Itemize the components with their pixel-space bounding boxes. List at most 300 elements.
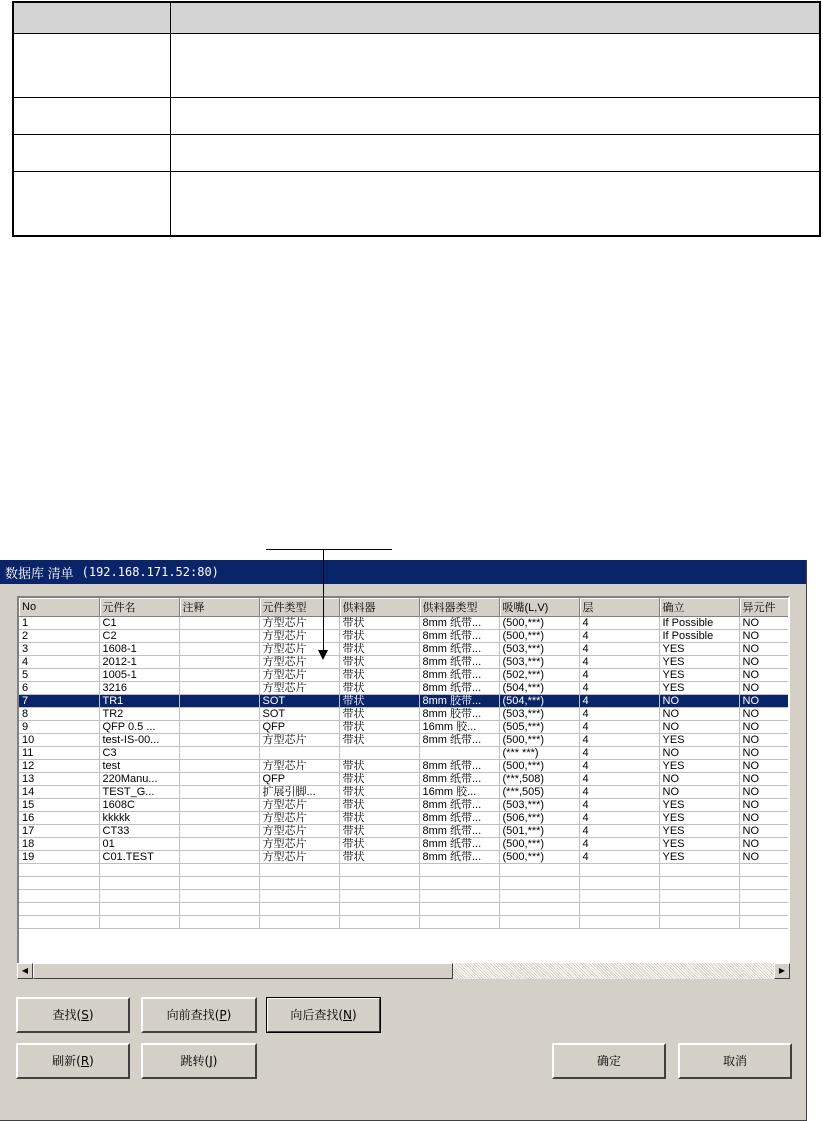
- table-cell: [259, 877, 339, 890]
- document-table-cell: [13, 172, 171, 236]
- cancel-button-label: 取消: [722, 1054, 747, 1068]
- table-cell: NO: [739, 721, 790, 734]
- table-cell: 13: [19, 773, 99, 786]
- table-cell: QFP 0.5 ...: [99, 721, 179, 734]
- find-button[interactable]: 查找(S): [16, 997, 130, 1033]
- table-cell: [579, 864, 659, 877]
- table-cell: 带状: [339, 773, 419, 786]
- table-cell: 11: [19, 747, 99, 760]
- table-cell: (502,***): [499, 669, 579, 682]
- table-cell: YES: [659, 682, 739, 695]
- table-cell: 6: [19, 682, 99, 695]
- table-cell: 8mm 纸带...: [419, 799, 499, 812]
- table-row[interactable]: [19, 786, 790, 799]
- table-cell: 1608-1: [99, 643, 179, 656]
- table-cell: C3: [99, 747, 179, 760]
- table-cell: 1608C: [99, 799, 179, 812]
- table-cell: 1005-1: [99, 669, 179, 682]
- table-cell: 4: [579, 656, 659, 669]
- document-table-cell: [13, 135, 171, 172]
- table-cell: 8mm 胶带...: [419, 695, 499, 708]
- table-cell: YES: [659, 643, 739, 656]
- table-cell: 带状: [339, 643, 419, 656]
- table-cell: [419, 747, 499, 760]
- table-cell: NO: [739, 708, 790, 721]
- table-cell: [499, 864, 579, 877]
- table-cell: 16: [19, 812, 99, 825]
- dialog-titlebar[interactable]: [0, 560, 806, 584]
- table-cell: [579, 890, 659, 903]
- table-cell: [259, 747, 339, 760]
- document-table-cell: [13, 34, 171, 98]
- empty-row: [19, 903, 790, 916]
- find-next-button[interactable]: 向后查找(N): [266, 997, 381, 1033]
- table-cell: 8mm 纸带...: [419, 851, 499, 864]
- table-cell: 4: [579, 747, 659, 760]
- table-cell: [419, 890, 499, 903]
- table-cell: If Possible: [659, 617, 739, 630]
- table-cell: (505,***): [499, 721, 579, 734]
- table-cell: 方型芯片: [259, 669, 339, 682]
- table-cell: 4: [579, 838, 659, 851]
- table-cell: [19, 903, 99, 916]
- table-cell: [259, 864, 339, 877]
- document-table-cell: [13, 2, 171, 34]
- refresh-button[interactable]: 刷新(R): [16, 1043, 130, 1079]
- table-cell: 19: [19, 851, 99, 864]
- table-cell: [179, 799, 259, 812]
- table-cell: [179, 851, 259, 864]
- table-cell: 8mm 纸带...: [419, 838, 499, 851]
- table-row[interactable]: [19, 695, 790, 708]
- table-cell: NO: [739, 669, 790, 682]
- table-cell: NO: [739, 825, 790, 838]
- table-cell: 7: [19, 695, 99, 708]
- table-cell: [419, 864, 499, 877]
- table-row[interactable]: [19, 630, 790, 643]
- table-cell: 带状: [339, 682, 419, 695]
- table-cell: 8mm 纸带...: [419, 773, 499, 786]
- table-cell: 9: [19, 721, 99, 734]
- table-cell: [179, 903, 259, 916]
- table-cell: 带状: [339, 799, 419, 812]
- table-cell: [179, 682, 259, 695]
- scroll-thumb[interactable]: [33, 963, 453, 979]
- column-header[interactable]: 异元件: [739, 598, 790, 617]
- table-cell: NO: [739, 851, 790, 864]
- table-cell: NO: [659, 747, 739, 760]
- table-cell: (504,***): [499, 695, 579, 708]
- find-previous-button[interactable]: 向前查找(P): [141, 997, 257, 1033]
- table-cell: NO: [739, 773, 790, 786]
- column-header[interactable]: 元件类型: [259, 598, 339, 617]
- table-cell: [99, 903, 179, 916]
- table-cell: NO: [739, 747, 790, 760]
- table-cell: 4: [579, 799, 659, 812]
- table-cell: CT33: [99, 825, 179, 838]
- table-cell: (500,***): [499, 851, 579, 864]
- table-row[interactable]: [19, 773, 790, 786]
- table-cell: 220Manu...: [99, 773, 179, 786]
- table-cell: 带状: [339, 734, 419, 747]
- callout-arrow: [323, 549, 324, 650]
- table-cell: [259, 916, 339, 929]
- server-address: (192.168.171.52:80): [81, 565, 219, 579]
- table-cell: (500,***): [499, 630, 579, 643]
- table-cell: [339, 877, 419, 890]
- table-cell: 8mm 纸带...: [419, 669, 499, 682]
- table-cell: [259, 890, 339, 903]
- table-cell: 带状: [339, 838, 419, 851]
- table-cell: 带状: [339, 721, 419, 734]
- table-cell: 8mm 纸带...: [419, 734, 499, 747]
- table-cell: 15: [19, 799, 99, 812]
- table-cell: NO: [659, 773, 739, 786]
- column-header[interactable]: No: [19, 598, 99, 617]
- table-cell: 14: [19, 786, 99, 799]
- ok-button-label: 确定: [596, 1054, 621, 1068]
- table-cell: 带状: [339, 630, 419, 643]
- document-table-row: [13, 34, 820, 98]
- table-cell: QFP: [259, 721, 339, 734]
- table-cell: 5: [19, 669, 99, 682]
- table-cell: 4: [579, 682, 659, 695]
- table-cell: NO: [739, 734, 790, 747]
- document-table-cell: [171, 172, 821, 236]
- table-cell: 带状: [339, 851, 419, 864]
- table-cell: [579, 903, 659, 916]
- table-cell: (503,***): [499, 643, 579, 656]
- table-cell: [19, 877, 99, 890]
- table-cell: 3216: [99, 682, 179, 695]
- table-cell: [19, 916, 99, 929]
- table-row[interactable]: [19, 825, 790, 838]
- table-cell: (500,***): [499, 734, 579, 747]
- empty-row: [19, 890, 790, 903]
- table-cell: 带状: [339, 617, 419, 630]
- find-next-button-hotkey: N: [343, 1008, 352, 1022]
- table-cell: [179, 721, 259, 734]
- table-cell: SOT: [259, 695, 339, 708]
- table-cell: [179, 760, 259, 773]
- table-row[interactable]: [19, 708, 790, 721]
- table-cell: C01.TEST: [99, 851, 179, 864]
- column-header[interactable]: 供料器: [339, 598, 419, 617]
- callout-line: [266, 549, 392, 550]
- document-table-cell: [13, 98, 171, 135]
- column-header[interactable]: 层: [579, 598, 659, 617]
- table-cell: 4: [579, 812, 659, 825]
- table-row[interactable]: [19, 760, 790, 773]
- table-cell: 方型芯片: [259, 643, 339, 656]
- table-cell: SOT: [259, 708, 339, 721]
- table-cell: [99, 864, 179, 877]
- table-cell: [499, 877, 579, 890]
- table-cell: [339, 747, 419, 760]
- table-cell: NO: [739, 838, 790, 851]
- find-button-hotkey: S: [81, 1008, 89, 1022]
- table-cell: 带状: [339, 708, 419, 721]
- table-row[interactable]: [19, 682, 790, 695]
- table-cell: 方型芯片: [259, 851, 339, 864]
- table-cell: NO: [739, 617, 790, 630]
- table-cell: [339, 903, 419, 916]
- cancel-button[interactable]: [678, 1043, 792, 1079]
- table-cell: (*** ***): [499, 747, 579, 760]
- table-cell: TR1: [99, 695, 179, 708]
- table-cell: NO: [739, 786, 790, 799]
- table-cell: 4: [579, 630, 659, 643]
- table-cell: YES: [659, 760, 739, 773]
- table-cell: [179, 669, 259, 682]
- table-cell: [579, 916, 659, 929]
- table-cell: [99, 877, 179, 890]
- table-cell: NO: [739, 812, 790, 825]
- table-cell: NO: [739, 682, 790, 695]
- table-cell: (500,***): [499, 838, 579, 851]
- table-cell: If Possible: [659, 630, 739, 643]
- table-header-row: [19, 598, 790, 617]
- table-row[interactable]: [19, 669, 790, 682]
- table-cell: [339, 864, 419, 877]
- table-cell: (***,508): [499, 773, 579, 786]
- table-cell: NO: [739, 656, 790, 669]
- table-cell: (500,***): [499, 617, 579, 630]
- table-cell: [179, 747, 259, 760]
- column-header[interactable]: 供料器类型: [419, 598, 499, 617]
- table-cell: 8mm 纸带...: [419, 656, 499, 669]
- table-cell: [339, 916, 419, 929]
- table-cell: 18: [19, 838, 99, 851]
- table-cell: 方型芯片: [259, 838, 339, 851]
- database-list-dialog: [0, 560, 807, 1121]
- table-cell: 带状: [339, 812, 419, 825]
- table-cell: 方型芯片: [259, 760, 339, 773]
- table-cell: 带状: [339, 825, 419, 838]
- table-cell: TEST_G...: [99, 786, 179, 799]
- document-table-cell: [171, 98, 821, 135]
- table-cell: YES: [659, 734, 739, 747]
- table-cell: 4: [579, 708, 659, 721]
- table-cell: [179, 695, 259, 708]
- table-cell: [179, 617, 259, 630]
- table-cell: 16mm 胶...: [419, 786, 499, 799]
- table-cell: [579, 877, 659, 890]
- table-cell: (504,***): [499, 682, 579, 695]
- table-cell: 方型芯片: [259, 656, 339, 669]
- table-cell: 4: [579, 734, 659, 747]
- table-cell: 方型芯片: [259, 682, 339, 695]
- refresh-button-label: 刷新: [52, 1054, 77, 1068]
- component-grid[interactable]: [17, 596, 790, 979]
- table-row[interactable]: [19, 799, 790, 812]
- table-cell: 方型芯片: [259, 617, 339, 630]
- table-cell: YES: [659, 825, 739, 838]
- table-cell: [659, 903, 739, 916]
- ok-button[interactable]: [552, 1043, 666, 1079]
- table-cell: [99, 916, 179, 929]
- find-next-button-label: 向后查找: [290, 1008, 339, 1022]
- table-cell: 12: [19, 760, 99, 773]
- table-row[interactable]: [19, 838, 790, 851]
- column-header[interactable]: 吸嘴(L,V): [499, 598, 579, 617]
- table-cell: [739, 890, 790, 903]
- table-cell: YES: [659, 851, 739, 864]
- table-cell: [179, 877, 259, 890]
- table-cell: 方型芯片: [259, 799, 339, 812]
- table-cell: [179, 890, 259, 903]
- empty-row: [19, 864, 790, 877]
- document-table: [12, 1, 821, 237]
- table-cell: 方型芯片: [259, 630, 339, 643]
- document-table-cell: [171, 2, 821, 34]
- table-cell: [739, 916, 790, 929]
- table-row[interactable]: [19, 851, 790, 864]
- table-cell: 4: [579, 695, 659, 708]
- table-cell: kkkkk: [99, 812, 179, 825]
- empty-row: [19, 877, 790, 890]
- table-cell: [179, 812, 259, 825]
- column-header[interactable]: 注释: [179, 598, 259, 617]
- table-cell: [499, 890, 579, 903]
- dialog-title: 数据库 清单: [5, 565, 74, 581]
- table-cell: 8mm 纸带...: [419, 812, 499, 825]
- table-cell: [739, 864, 790, 877]
- table-cell: 4: [579, 721, 659, 734]
- table-cell: 4: [579, 617, 659, 630]
- table-cell: YES: [659, 669, 739, 682]
- find-previous-button-hotkey: P: [219, 1008, 227, 1022]
- table-cell: [739, 877, 790, 890]
- empty-row: [19, 916, 790, 929]
- table-cell: [179, 734, 259, 747]
- column-header[interactable]: 元件名: [99, 598, 179, 617]
- table-cell: 带状: [339, 669, 419, 682]
- table-cell: YES: [659, 812, 739, 825]
- jump-button-label: 跳转: [180, 1054, 205, 1068]
- table-cell: 8: [19, 708, 99, 721]
- table-cell: NO: [739, 630, 790, 643]
- table-row[interactable]: [19, 721, 790, 734]
- table-cell: 3: [19, 643, 99, 656]
- table-cell: 方型芯片: [259, 734, 339, 747]
- table-cell: 16mm 胶...: [419, 721, 499, 734]
- table-cell: 10: [19, 734, 99, 747]
- table-cell: [659, 890, 739, 903]
- column-header[interactable]: 确立: [659, 598, 739, 617]
- find-previous-button-label: 向前查找: [166, 1008, 215, 1022]
- table-cell: 4: [579, 851, 659, 864]
- table-cell: NO: [739, 799, 790, 812]
- table-cell: [179, 825, 259, 838]
- table-cell: (501,***): [499, 825, 579, 838]
- table-row[interactable]: [19, 734, 790, 747]
- table-cell: [659, 916, 739, 929]
- table-cell: [179, 786, 259, 799]
- table-cell: 4: [579, 760, 659, 773]
- table-cell: 4: [579, 669, 659, 682]
- table-cell: 01: [99, 838, 179, 851]
- table-cell: 带状: [339, 760, 419, 773]
- table-cell: [659, 877, 739, 890]
- table-cell: NO: [739, 695, 790, 708]
- table-row[interactable]: [19, 747, 790, 760]
- table-cell: 1: [19, 617, 99, 630]
- table-cell: [179, 916, 259, 929]
- table-cell: 4: [19, 656, 99, 669]
- table-cell: 4: [579, 773, 659, 786]
- refresh-button-hotkey: R: [80, 1054, 90, 1068]
- table-cell: 8mm 胶带...: [419, 708, 499, 721]
- table-cell: TR2: [99, 708, 179, 721]
- table-cell: (506,***): [499, 812, 579, 825]
- table-cell: [179, 864, 259, 877]
- arrow-head-icon: [318, 650, 328, 660]
- table-cell: 带状: [339, 656, 419, 669]
- table-cell: 带状: [339, 695, 419, 708]
- table-cell: [259, 903, 339, 916]
- table-cell: [179, 630, 259, 643]
- table-cell: 方型芯片: [259, 825, 339, 838]
- table-cell: 8mm 纸带...: [419, 643, 499, 656]
- table-cell: [179, 838, 259, 851]
- table-cell: 带状: [339, 786, 419, 799]
- table-cell: [19, 890, 99, 903]
- jump-button[interactable]: 跳转(J): [141, 1043, 257, 1079]
- document-table-row: [13, 98, 820, 135]
- table-cell: [739, 903, 790, 916]
- scroll-track[interactable]: [33, 963, 774, 979]
- table-row[interactable]: [19, 617, 790, 630]
- scroll-left-icon[interactable]: ◀: [17, 963, 33, 979]
- table-cell: [99, 890, 179, 903]
- table-cell: 8mm 纸带...: [419, 630, 499, 643]
- table-cell: NO: [659, 721, 739, 734]
- table-cell: 8mm 纸带...: [419, 682, 499, 695]
- table-cell: NO: [659, 708, 739, 721]
- table-cell: 17: [19, 825, 99, 838]
- table-cell: [419, 903, 499, 916]
- horizontal-scrollbar[interactable]: [17, 963, 790, 979]
- document-table-row: [13, 172, 820, 236]
- table-cell: 方型芯片: [259, 812, 339, 825]
- table-cell: NO: [739, 643, 790, 656]
- table-cell: NO: [739, 760, 790, 773]
- table-row[interactable]: [19, 656, 790, 669]
- table-cell: [339, 890, 419, 903]
- table-cell: NO: [659, 786, 739, 799]
- jump-button-hotkey: J: [209, 1054, 213, 1068]
- document-table-cell: [171, 34, 821, 98]
- table-cell: [659, 864, 739, 877]
- table-cell: [179, 773, 259, 786]
- table-cell: test: [99, 760, 179, 773]
- table-row[interactable]: [19, 812, 790, 825]
- table-cell: [419, 916, 499, 929]
- table-cell: 2012-1: [99, 656, 179, 669]
- scroll-right-icon[interactable]: ▶: [774, 963, 790, 979]
- table-cell: 2: [19, 630, 99, 643]
- document-table-row: [13, 135, 820, 172]
- table-row[interactable]: [19, 643, 790, 656]
- table-cell: (503,***): [499, 799, 579, 812]
- table-cell: test-IS-00...: [99, 734, 179, 747]
- document-table-cell: [171, 135, 821, 172]
- table-cell: 扩展引脚...: [259, 786, 339, 799]
- table-cell: [499, 903, 579, 916]
- table-cell: YES: [659, 838, 739, 851]
- table-cell: C1: [99, 617, 179, 630]
